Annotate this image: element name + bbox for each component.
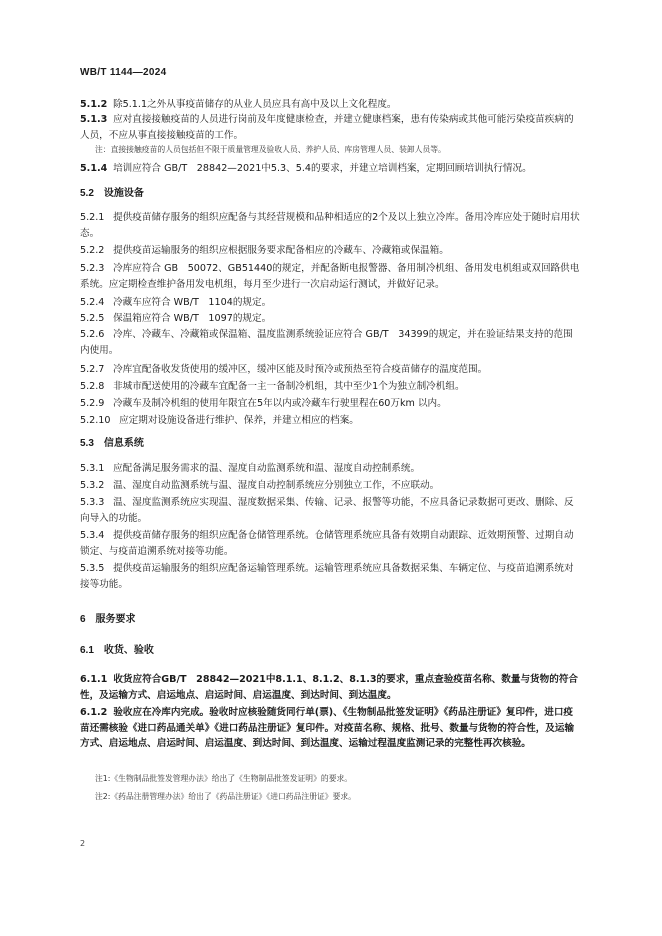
section-heading-5-2: 5.2 设施设备: [80, 188, 144, 199]
clause-text: 温、湿度监测系统应实现温、湿度数据采集、传输、记录、报警等功能，不应具备记录数据可更改、删除、反向导入的功能。: [80, 497, 574, 524]
clause-text: 提供疫苗运输服务的组织应配备运输管理系统。运输管理系统应具备数据采集、车辆定位、与疫苗追溯系统对接等功能。: [80, 563, 574, 590]
clause-number: 5.3.5: [80, 563, 105, 574]
clause-text: 温、湿度自动监测系统与温、湿度自动控制系统应分别独立工作，不应联动。: [113, 480, 440, 491]
clause-number: 5.3.3: [80, 497, 105, 508]
clause-5-3-1: [80, 461, 580, 477]
clause-5-2-9: [80, 396, 580, 412]
clause-text: 除5.1.1之外从事疫苗储存的从业人员应具有高中及以上文化程度。: [113, 99, 397, 110]
clause-text: 非城市配送使用的冷藏车宜配备一主一备制冷机组，其中至少1个为独立制冷机组。: [113, 381, 465, 392]
clause-5-2-2: [80, 243, 580, 259]
clause-number: 5.3.2: [80, 480, 105, 491]
clause-text: 冷藏车及制冷机组的使用年限宜在5年以内或冷藏车行驶里程在60万km 以内。: [113, 398, 447, 409]
clause-text: 应配备满足服务需求的温、湿度自动监测系统和温、湿度自动控制系统。: [113, 463, 421, 474]
clause-5-2-10: [80, 413, 580, 429]
clause-5-2-3: [80, 261, 580, 292]
clause-text: 保温箱应符合 WB/T 1097的规定。: [113, 313, 272, 324]
clause-number: 5.2.1: [80, 212, 105, 223]
clause-text: 提供疫苗储存服务的组织应配备与其经营规模和品种相适应的2个及以上独立冷库。备用冷库应处于随时启用状态。: [80, 212, 580, 239]
clause-5-1-2: [80, 97, 580, 113]
clause-text: 提供疫苗运输服务的组织应根据服务要求配备相应的冷藏车、冷藏箱或保温箱。: [113, 245, 449, 256]
clause-number: 5.2.6: [80, 329, 105, 340]
clause-text: 冷库、冷藏车、冷藏箱或保温箱、温度监测系统验证应符合 GB/T 34399的规定，并在验证结果支持的范围内使用。: [80, 329, 573, 356]
clause-5-1-4: [80, 161, 580, 177]
clause-5-2-8: [80, 379, 580, 395]
clause-text: 验收应在冷库内完成。验收时应核验随货同行单(票)、《生物制品批签发证明》《药品注册证》复印件，进口疫苗还需核验《进口药品通关单》《进口药品注册证》复印件。对疫苗名称、规格、批号、数量与货物的符合性，及运输方式、启运地点、启运时间、启运温度、到达时间、到达温度、运输过程温度监测记录的完整性再次核验。: [80, 707, 575, 749]
section-heading-5-3: 5.3 信息系统: [80, 438, 144, 449]
note-personnel: 注：直接接触疫苗的人员包括但不限于质量管理及验收人员、养护人员、库房管理人员、装卸人员等。: [95, 145, 446, 154]
clause-number: 5.1.2: [80, 99, 108, 110]
clause-text: 收货应符合GB/T 28842—2021中8.1.1、8.1.2、8.1.3的要求，重点查验疫苗名称、数量与货物的符合性，及运输方式、启运地点、启运时间、启运温度、到达时间、到达温度。: [80, 674, 579, 701]
clause-number: 5.2.7: [80, 364, 105, 375]
clause-number: 5.2.3: [80, 263, 105, 274]
clause-5-2-4: [80, 295, 580, 311]
clause-number: 5.2.5: [80, 313, 105, 324]
standard-number-header: WB/T 1144—2024: [80, 67, 167, 78]
clause-5-3-4: [80, 528, 580, 559]
clause-number: 5.3.1: [80, 463, 105, 474]
clause-number: 5.2.4: [80, 297, 105, 308]
clause-5-2-1: [80, 210, 580, 241]
clause-5-3-5: [80, 561, 580, 592]
section-heading-6-1: 6.1 收货、验收: [80, 645, 154, 656]
clause-5-1-3: [80, 112, 580, 143]
clause-5-2-6: [80, 327, 580, 358]
clause-number: 5.1.3: [80, 114, 108, 125]
clause-5-2-7: [80, 362, 580, 378]
clause-number: 6.1.1: [80, 674, 108, 685]
clause-number: 6.1.2: [80, 707, 108, 718]
clause-text: 冷库应符合 GB 50072、GB51440的规定，并配备断电报警器、备用制冷机组、备用发电机组或双回路供电系统。应定期检查维护备用发电机组，每月至少进行一次启动运行测试，并做好记录。: [80, 263, 580, 290]
clause-text: 应定期对设施设备进行维护、保养，并建立相应的档案。: [119, 415, 359, 426]
page-number: 2: [80, 839, 86, 848]
clause-number: 5.2.9: [80, 398, 105, 409]
clause-text: 培训应符合 GB/T 28842—2021中5.3、5.4的要求，并建立培训档案，定期回顾培训执行情况。: [113, 163, 532, 174]
clause-number: 5.3.4: [80, 530, 105, 541]
clause-5-3-3: [80, 495, 580, 526]
note-1: 注1:《生物制品批签发管理办法》给出了《生物制品批签发证明》的要求。: [95, 774, 353, 783]
clause-number: 5.1.4: [80, 163, 108, 174]
clause-text: 冷库宜配备收发货使用的缓冲区，缓冲区能及时预冷或预热至符合疫苗储存的温度范围。: [113, 364, 488, 375]
clause-number: 5.2.2: [80, 245, 105, 256]
clause-6-1-2: [80, 705, 580, 752]
clause-text: 冷藏车应符合 WB/T 1104的规定。: [113, 297, 272, 308]
clause-5-2-5: [80, 311, 580, 327]
clause-6-1-1: [80, 672, 580, 703]
section-heading-6: 6 服务要求: [80, 614, 136, 625]
note-2: 注2:《药品注册管理办法》给出了《药品注册证》《进口药品注册证》要求。: [95, 792, 356, 801]
clause-text: 应对直接接触疫苗的人员进行岗前及年度健康检查，并建立健康档案，患有传染病或其他可能污染疫苗疾病的人员，不应从事直接接触疫苗的工作。: [80, 114, 574, 141]
clause-number: 5.2.8: [80, 381, 105, 392]
clause-number: 5.2.10: [80, 415, 111, 426]
clause-text: 提供疫苗储存服务的组织应配备仓储管理系统。仓储管理系统应具备有效期自动跟踪、近效期预警、过期自动锁定、与疫苗追溯系统对接等功能。: [80, 530, 574, 557]
clause-5-3-2: [80, 478, 580, 494]
